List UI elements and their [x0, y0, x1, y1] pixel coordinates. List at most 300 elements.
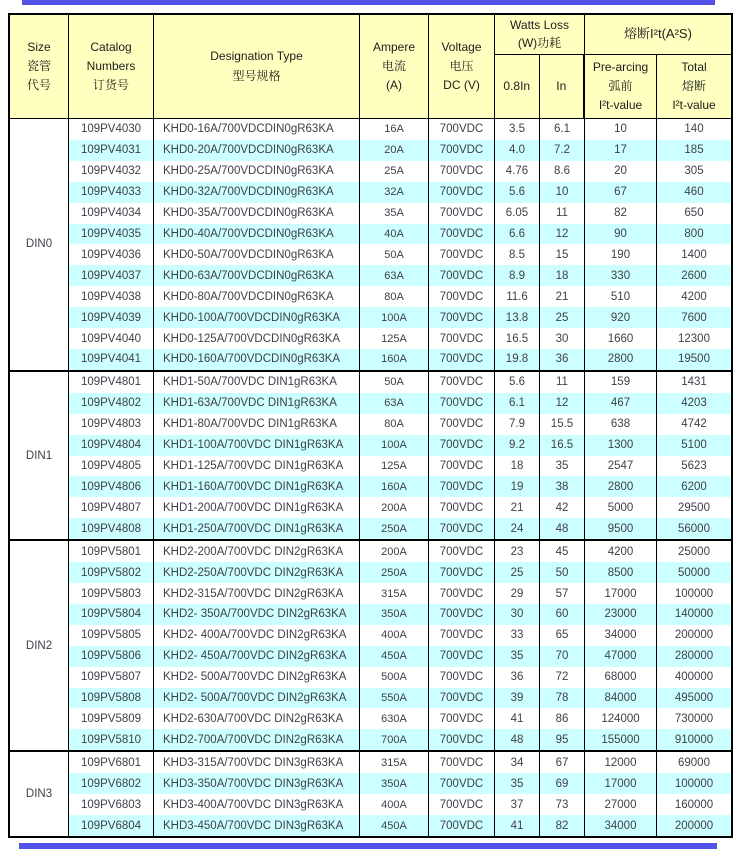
voltage-cell: 700VDC — [429, 583, 495, 604]
designation-cell: KHD1-125A/700VDC DIN1gR63KA — [154, 456, 360, 477]
header-line: Size — [27, 39, 51, 54]
table-body — [10, 119, 731, 836]
designation-cell: KHD0-125A/700VDCDIN0gR63KA — [154, 328, 360, 349]
watts-08in-cell: 5.6 — [495, 182, 540, 203]
prearcing-i2t-cell: 17000 — [585, 773, 657, 794]
header-line: DC (V) — [443, 78, 480, 93]
watts-in-cell: 60 — [540, 604, 585, 625]
prearcing-i2t-cell: 1300 — [585, 435, 657, 456]
watts-in-cell: 95 — [540, 729, 585, 750]
table-row — [69, 646, 731, 667]
table-row — [69, 435, 731, 456]
prearcing-i2t-cell: 920 — [585, 307, 657, 328]
total-i2t-cell: 650 — [684, 207, 704, 220]
prearcing-i2t-cell: 27000 — [585, 794, 657, 815]
designation-cell: KHD1-100A/700VDC DIN1gR63KA — [154, 435, 360, 456]
watts-in-cell: 11 — [540, 203, 585, 224]
prearcing-i2t-cell: 8500 — [585, 562, 657, 583]
col-header-designation — [154, 15, 360, 118]
prearcing-i2t-cell: 23000 — [585, 604, 657, 625]
ampere-cell: 315A — [360, 583, 429, 604]
size-label: DIN0 — [10, 119, 69, 370]
total-i2t-cell: 495000 — [674, 692, 714, 705]
table-row — [69, 583, 731, 604]
ampere-cell: 160A — [360, 476, 429, 497]
col-header-prearcing — [585, 55, 657, 118]
catalog-number-cell: 109PV4041 — [69, 349, 154, 370]
designation-cell: KHD3-315A/700VDC DIN3gR63KA — [154, 752, 360, 773]
ampere-cell: 450A — [360, 815, 429, 836]
ampere-cell: 500A — [360, 667, 429, 688]
total-i2t-cell: 2600 — [681, 269, 707, 282]
catalog-number-cell: 109PV5801 — [69, 541, 154, 562]
table-row — [69, 372, 731, 393]
watts-08in-cell: 36 — [495, 667, 540, 688]
designation-cell: KHD1-80A/700VDC DIN1gR63KA — [154, 414, 360, 435]
voltage-cell: 700VDC — [429, 265, 495, 286]
ampere-cell: 80A — [360, 286, 429, 307]
table-row — [69, 328, 731, 349]
prearcing-i2t-cell: 20 — [585, 161, 657, 182]
col-header-ampere — [360, 15, 429, 118]
watts-in-cell: 86 — [540, 708, 585, 729]
watts-08in-cell: 9.2 — [495, 435, 540, 456]
table-row — [69, 625, 731, 646]
catalog-number-cell: 109PV4030 — [69, 119, 154, 140]
watts-in-cell: 67 — [540, 752, 585, 773]
watts-08in-cell: 6.6 — [495, 224, 540, 245]
catalog-number-cell: 109PV4034 — [69, 203, 154, 224]
total-i2t-cell: 4200 — [681, 290, 707, 303]
total-i2t-cell: 280000 — [674, 650, 714, 663]
designation-cell: KHD2-200A/700VDC DIN2gR63KA — [154, 541, 360, 562]
table-row — [69, 794, 731, 815]
prearcing-i2t-cell: 34000 — [585, 815, 657, 836]
header-line: 熔断 — [681, 78, 706, 93]
table-row — [69, 708, 731, 729]
table-row — [69, 182, 731, 203]
ampere-cell: 350A — [360, 604, 429, 625]
watts-08in-cell: 8.9 — [495, 265, 540, 286]
catalog-number-cell: 109PV6801 — [69, 752, 154, 773]
watts-in-cell: 72 — [540, 667, 585, 688]
watts-in-cell: 30 — [540, 328, 585, 349]
table-row — [69, 393, 731, 414]
designation-cell: KHD0-16A/700VDCDIN0gR63KA — [154, 119, 360, 140]
prearcing-i2t-cell: 190 — [585, 244, 657, 265]
designation-cell: KHD0-50A/700VDCDIN0gR63KA — [154, 244, 360, 265]
catalog-number-cell: 109PV5810 — [69, 729, 154, 750]
watts-in-cell: 42 — [540, 497, 585, 518]
total-i2t-cell: 7600 — [681, 311, 707, 324]
designation-cell: KHD1-200A/700VDC DIN1gR63KA — [154, 497, 360, 518]
table-row — [69, 244, 731, 265]
catalog-number-cell: 109PV4807 — [69, 497, 154, 518]
catalog-number-cell: 109PV4037 — [69, 265, 154, 286]
total-i2t-cell: 5623 — [681, 460, 707, 473]
header-line: Designation Type — [210, 49, 303, 64]
header-line: 瓷管 — [26, 58, 51, 73]
header-line: Numbers — [86, 58, 136, 73]
prearcing-i2t-cell: 2800 — [585, 349, 657, 370]
watts-loss-group-header — [495, 15, 584, 55]
watts-in-cell: 7.2 — [540, 140, 585, 161]
catalog-number-cell: 109PV5806 — [69, 646, 154, 667]
din-section — [10, 119, 731, 370]
table-row — [69, 286, 731, 307]
table-row — [69, 497, 731, 518]
table-header — [10, 15, 731, 119]
total-i2t-cell: 200000 — [674, 629, 714, 642]
voltage-cell: 700VDC — [429, 625, 495, 646]
voltage-cell: 700VDC — [429, 646, 495, 667]
prearcing-i2t-cell: 68000 — [585, 667, 657, 688]
catalog-number-cell: 109PV4040 — [69, 328, 154, 349]
ampere-cell: 200A — [360, 541, 429, 562]
voltage-cell: 700VDC — [429, 161, 495, 182]
header-line: 型号规格 — [232, 68, 281, 83]
din-section — [10, 750, 731, 836]
total-i2t-cell: 4203 — [681, 397, 707, 410]
watts-08in-cell: 48 — [495, 729, 540, 750]
catalog-number-cell: 109PV4038 — [69, 286, 154, 307]
prearcing-i2t-cell: 84000 — [585, 688, 657, 709]
watts-in-cell: 65 — [540, 625, 585, 646]
total-i2t-cell: 56000 — [678, 522, 710, 535]
catalog-number-cell: 109PV5804 — [69, 604, 154, 625]
watts-08in-cell: 25 — [495, 562, 540, 583]
voltage-cell: 700VDC — [429, 667, 495, 688]
header-line: Catalog — [90, 39, 132, 54]
col-header-08in — [495, 55, 540, 118]
table-row — [69, 562, 731, 583]
i2t-group-header — [585, 15, 731, 55]
catalog-number-cell: 109PV4806 — [69, 476, 154, 497]
voltage-cell: 700VDC — [429, 119, 495, 140]
ampere-cell: 630A — [360, 708, 429, 729]
voltage-cell: 700VDC — [429, 456, 495, 477]
catalog-number-cell: 109PV5809 — [69, 708, 154, 729]
catalog-number-cell: 109PV4802 — [69, 393, 154, 414]
voltage-cell: 700VDC — [429, 815, 495, 836]
voltage-cell: 700VDC — [429, 708, 495, 729]
watts-in-cell: 8.6 — [540, 161, 585, 182]
ampere-cell: 160A — [360, 349, 429, 370]
col-group-i2t — [585, 15, 731, 118]
prearcing-i2t-cell: 330 — [585, 265, 657, 286]
watts-in-cell: 25 — [540, 307, 585, 328]
din-section — [10, 539, 731, 750]
watts-in-cell: 73 — [540, 794, 585, 815]
ampere-cell: 350A — [360, 773, 429, 794]
voltage-cell: 700VDC — [429, 224, 495, 245]
din-section — [10, 370, 731, 539]
section-rows — [69, 119, 731, 370]
designation-cell: KHD2- 500A/700VDC DIN2gR63KA — [154, 688, 360, 709]
header-line: 电流 — [381, 58, 406, 73]
voltage-cell: 700VDC — [429, 140, 495, 161]
voltage-cell: 700VDC — [429, 414, 495, 435]
table-row — [69, 203, 731, 224]
catalog-number-cell: 109PV6802 — [69, 773, 154, 794]
voltage-cell: 700VDC — [429, 604, 495, 625]
designation-cell: KHD0-25A/700VDCDIN0gR63KA — [154, 161, 360, 182]
voltage-cell: 700VDC — [429, 497, 495, 518]
catalog-number-cell: 109PV6803 — [69, 794, 154, 815]
prearcing-i2t-cell: 82 — [585, 203, 657, 224]
prearcing-i2t-cell: 90 — [585, 224, 657, 245]
prearcing-i2t-cell: 9500 — [585, 518, 657, 539]
ampere-cell: 32A — [360, 182, 429, 203]
voltage-cell: 700VDC — [429, 794, 495, 815]
designation-cell: KHD1-160A/700VDC DIN1gR63KA — [154, 476, 360, 497]
watts-in-cell: 12 — [540, 224, 585, 245]
catalog-number-cell: 109PV5803 — [69, 583, 154, 604]
catalog-number-cell: 109PV5808 — [69, 688, 154, 709]
ampere-cell: 200A — [360, 497, 429, 518]
watts-in-cell: 15.5 — [540, 414, 585, 435]
designation-cell: KHD2- 450A/700VDC DIN2gR63KA — [154, 646, 360, 667]
table-row — [69, 140, 731, 161]
voltage-cell: 700VDC — [429, 372, 495, 393]
designation-cell: KHD2-700A/700VDC DIN2gR63KA — [154, 729, 360, 750]
watts-in-cell: 45 — [540, 541, 585, 562]
prearcing-i2t-cell: 4200 — [585, 541, 657, 562]
designation-cell: KHD2-630A/700VDC DIN2gR63KA — [154, 708, 360, 729]
table-row — [69, 414, 731, 435]
voltage-cell: 700VDC — [429, 541, 495, 562]
watts-in-cell: 69 — [540, 773, 585, 794]
watts-in-cell: 6.1 — [540, 119, 585, 140]
watts-08in-cell: 16.5 — [495, 328, 540, 349]
header-line: 代号 — [26, 78, 51, 93]
total-i2t-cell: 730000 — [674, 712, 714, 725]
designation-cell: KHD1-250A/700VDC DIN1gR63KA — [154, 518, 360, 539]
designation-cell: KHD2-250A/700VDC DIN2gR63KA — [154, 562, 360, 583]
ampere-cell: 50A — [360, 244, 429, 265]
voltage-cell: 700VDC — [429, 435, 495, 456]
prearcing-i2t-cell: 5000 — [585, 497, 657, 518]
watts-08in-cell: 41 — [495, 815, 540, 836]
catalog-number-cell: 109PV4033 — [69, 182, 154, 203]
prearcing-i2t-cell: 124000 — [585, 708, 657, 729]
prearcing-i2t-cell: 67 — [585, 182, 657, 203]
watts-08in-cell: 4.76 — [495, 161, 540, 182]
prearcing-i2t-cell: 2800 — [585, 476, 657, 497]
watts-08in-cell: 19.8 — [495, 349, 540, 370]
prearcing-i2t-cell: 638 — [585, 414, 657, 435]
total-i2t-cell: 460 — [684, 186, 704, 199]
voltage-cell: 700VDC — [429, 203, 495, 224]
watts-in-cell: 11 — [540, 372, 585, 393]
designation-cell: KHD2-315A/700VDC DIN2gR63KA — [154, 583, 360, 604]
ampere-cell: 125A — [360, 456, 429, 477]
prearcing-i2t-cell: 47000 — [585, 646, 657, 667]
voltage-cell: 700VDC — [429, 518, 495, 539]
prearcing-i2t-cell: 10 — [585, 119, 657, 140]
table-row — [69, 224, 731, 245]
table-row — [69, 729, 731, 750]
watts-in-cell: 50 — [540, 562, 585, 583]
header-line: Ampere — [372, 39, 416, 54]
header-line: 电压 — [449, 58, 474, 73]
bottom-accent-bar — [19, 843, 717, 849]
watts-in-cell: 10 — [540, 182, 585, 203]
voltage-cell: 700VDC — [429, 307, 495, 328]
watts-08in-cell: 35 — [495, 646, 540, 667]
header-line: I²t-value — [598, 98, 643, 113]
voltage-cell: 700VDC — [429, 349, 495, 370]
prearcing-i2t-cell: 34000 — [585, 625, 657, 646]
designation-cell: KHD0-35A/700VDCDIN0gR63KA — [154, 203, 360, 224]
watts-08in-cell: 7.9 — [495, 414, 540, 435]
watts-08in-cell: 4.0 — [495, 140, 540, 161]
catalog-number-cell: 109PV4036 — [69, 244, 154, 265]
total-i2t-cell: 185 — [684, 144, 704, 157]
total-i2t-cell: 800 — [684, 227, 704, 240]
watts-in-cell: 78 — [540, 688, 585, 709]
ampere-cell: 250A — [360, 518, 429, 539]
total-i2t-cell: 910000 — [674, 733, 714, 746]
designation-cell: KHD3-400A/700VDC DIN3gR63KA — [154, 794, 360, 815]
watts-08in-cell: 3.5 — [495, 119, 540, 140]
header-line: Voltage — [441, 39, 482, 54]
designation-cell: KHD0-63A/700VDCDIN0gR63KA — [154, 265, 360, 286]
table-row — [69, 518, 731, 539]
prearcing-i2t-cell: 12000 — [585, 752, 657, 773]
designation-cell: KHD3-350A/700VDC DIN3gR63KA — [154, 773, 360, 794]
ampere-cell: 450A — [360, 646, 429, 667]
catalog-number-cell: 109PV5807 — [69, 667, 154, 688]
watts-in-cell: 38 — [540, 476, 585, 497]
col-header-total — [657, 55, 731, 118]
ampere-cell: 700A — [360, 729, 429, 750]
size-label: DIN3 — [10, 752, 69, 836]
ampere-cell: 80A — [360, 414, 429, 435]
table-row — [69, 752, 731, 773]
total-i2t-cell: 100000 — [674, 777, 714, 790]
designation-cell: KHD3-450A/700VDC DIN3gR63KA — [154, 815, 360, 836]
header-line: 熔断I²t(A²S) — [624, 26, 692, 42]
catalog-number-cell: 109PV4039 — [69, 307, 154, 328]
prearcing-i2t-cell: 510 — [585, 286, 657, 307]
total-i2t-cell: 140 — [684, 123, 704, 136]
top-accent-bar — [22, 0, 715, 5]
ampere-cell: 250A — [360, 562, 429, 583]
ampere-cell: 400A — [360, 794, 429, 815]
ampere-cell: 400A — [360, 625, 429, 646]
prearcing-i2t-cell: 467 — [585, 393, 657, 414]
size-label: DIN1 — [10, 372, 69, 539]
ampere-cell: 50A — [360, 372, 429, 393]
designation-cell: KHD2- 500A/700VDC DIN2gR63KA — [154, 667, 360, 688]
catalog-number-cell: 109PV4805 — [69, 456, 154, 477]
voltage-cell: 700VDC — [429, 688, 495, 709]
voltage-cell: 700VDC — [429, 393, 495, 414]
total-i2t-cell: 29500 — [678, 501, 710, 514]
size-label: DIN2 — [10, 541, 69, 750]
total-i2t-cell: 50000 — [678, 566, 710, 579]
total-i2t-cell: 305 — [684, 165, 704, 178]
watts-08in-cell: 41 — [495, 708, 540, 729]
total-i2t-cell: 25000 — [678, 545, 710, 558]
header-line: (W)功耗 — [517, 35, 562, 50]
prearcing-i2t-cell: 2547 — [585, 456, 657, 477]
ampere-cell: 63A — [360, 393, 429, 414]
total-i2t-cell: 5100 — [681, 439, 707, 452]
header-line: 弧前 — [608, 78, 633, 93]
voltage-cell: 700VDC — [429, 562, 495, 583]
designation-cell: KHD0-32A/700VDCDIN0gR63KA — [154, 182, 360, 203]
catalog-number-cell: 109PV4035 — [69, 224, 154, 245]
ampere-cell: 35A — [360, 203, 429, 224]
watts-in-cell: 21 — [540, 286, 585, 307]
table-row — [69, 119, 731, 140]
fuse-spec-table — [8, 13, 733, 838]
section-rows — [69, 372, 731, 539]
prearcing-i2t-cell: 159 — [585, 372, 657, 393]
watts-08in-cell: 21 — [495, 497, 540, 518]
watts-in-cell: 35 — [540, 456, 585, 477]
ampere-cell: 100A — [360, 307, 429, 328]
table-row — [69, 349, 731, 370]
designation-cell: KHD1-50A/700VDC DIN1gR63KA — [154, 372, 360, 393]
header-line: I²t-value — [672, 98, 716, 113]
watts-08in-cell: 24 — [495, 518, 540, 539]
table-row — [69, 161, 731, 182]
catalog-number-cell: 109PV4801 — [69, 372, 154, 393]
designation-cell: KHD0-80A/700VDCDIN0gR63KA — [154, 286, 360, 307]
header-line: Watts Loss — [510, 18, 569, 33]
ampere-cell: 16A — [360, 119, 429, 140]
catalog-number-cell: 109PV5805 — [69, 625, 154, 646]
ampere-cell: 20A — [360, 140, 429, 161]
ampere-cell: 100A — [360, 435, 429, 456]
header-line: In — [556, 78, 567, 93]
watts-08in-cell: 39 — [495, 688, 540, 709]
total-i2t-cell: 6200 — [681, 480, 707, 493]
section-rows — [69, 541, 731, 750]
table-row — [69, 476, 731, 497]
ampere-cell: 125A — [360, 328, 429, 349]
total-i2t-cell: 4742 — [681, 418, 707, 431]
voltage-cell: 700VDC — [429, 729, 495, 750]
table-row — [69, 667, 731, 688]
watts-08in-cell: 6.05 — [495, 203, 540, 224]
voltage-cell: 700VDC — [429, 182, 495, 203]
total-i2t-cell: 400000 — [674, 671, 714, 684]
total-i2t-cell: 140000 — [674, 608, 714, 621]
watts-in-cell: 16.5 — [540, 435, 585, 456]
catalog-number-cell: 109PV4804 — [69, 435, 154, 456]
header-line: 订货号 — [92, 78, 129, 93]
designation-cell: KHD1-63A/700VDC DIN1gR63KA — [154, 393, 360, 414]
voltage-cell: 700VDC — [429, 286, 495, 307]
watts-08in-cell: 29 — [495, 583, 540, 604]
total-i2t-cell: 69000 — [678, 756, 710, 769]
watts-08in-cell: 8.5 — [495, 244, 540, 265]
total-i2t-cell: 160000 — [674, 798, 714, 811]
col-header-size — [10, 15, 69, 118]
prearcing-i2t-cell: 155000 — [585, 729, 657, 750]
watts-08in-cell: 37 — [495, 794, 540, 815]
voltage-cell: 700VDC — [429, 773, 495, 794]
header-line: (A) — [386, 78, 402, 93]
designation-cell: KHD0-40A/700VDCDIN0gR63KA — [154, 224, 360, 245]
table-row — [69, 265, 731, 286]
watts-08in-cell: 34 — [495, 752, 540, 773]
designation-cell: KHD2- 400A/700VDC DIN2gR63KA — [154, 625, 360, 646]
